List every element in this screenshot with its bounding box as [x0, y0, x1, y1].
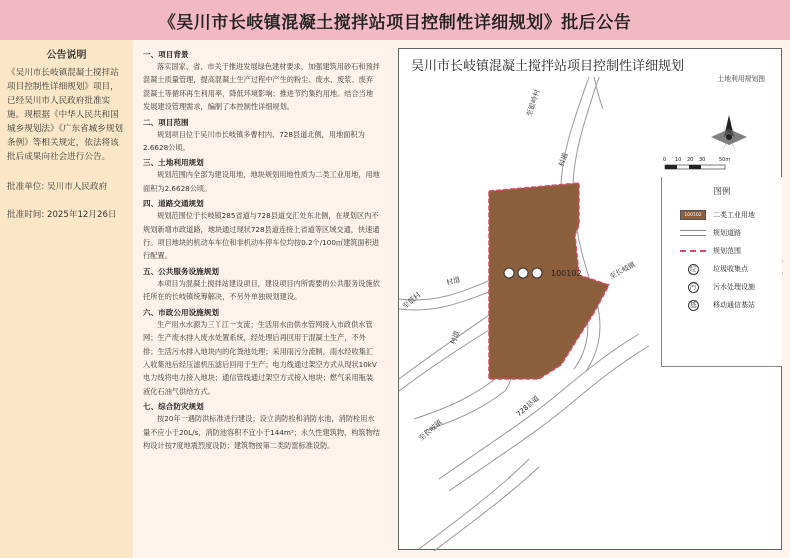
scale-tick: 20 [687, 157, 694, 163]
legend-item [679, 243, 782, 259]
section-title: 七、综合防灾规划 [143, 402, 204, 412]
north-arrow-icon [711, 115, 747, 153]
map-subtitle: 土地利用规划图 [717, 75, 765, 83]
approval-date: 批准时间: 2025年12月26日 [7, 210, 117, 220]
scale-tick: 50m [719, 157, 731, 163]
road-north-branch [594, 77, 603, 109]
section-body: 本项目为混凝土搅拌站建设项目，建设项目内所需要的公共服务设施依托所在的长岐镇统筹解决，不另外单独规划建设。 [143, 278, 380, 302]
telecom-station-icon [532, 268, 542, 278]
legend-label: 垃圾收集点 [713, 265, 748, 273]
boundary-swatch [680, 250, 706, 252]
land-use-map-panel [398, 48, 782, 550]
road-southwest-edge [399, 324, 499, 391]
industrial-land-swatch: 100102 [680, 210, 706, 220]
scale-bar [663, 157, 730, 169]
section-body: 规划范围位于长岐镇285省道与728县道交汇处东北侧，在规划区内不规划新增市政道路，地块通过现状728县道连接上省道等区域交通，快速通行。项目地块的机动车车位和非机动车停车位均按0.2个/100㎡建筑面积进行配置。 [143, 211, 380, 261]
road-south-edge [434, 467, 539, 551]
parcel-label: 100102 [551, 269, 582, 278]
road-label: 村道 [445, 275, 462, 287]
road-southwest [399, 311, 495, 379]
page-title: 《吴川市长岐镇混凝土搅拌站项目控制性详细规划》批后公告 [158, 12, 632, 33]
legend-label: 污水处理设施 [713, 283, 755, 291]
section-title: 三、土地利用规划 [143, 158, 204, 168]
legend-label: 二类工业用地 [713, 211, 755, 219]
legend-item [679, 297, 782, 313]
section-body: 规划项目位于吴川市长岐镇多曹村内、728县道北侧，用地面积为2.6628公顷。 [143, 129, 365, 153]
road-label: 至长岐镇 [608, 260, 637, 281]
section-title: 一、项目背景 [143, 50, 189, 59]
legend-label: 规划道路 [713, 229, 741, 237]
map-legend [661, 177, 782, 367]
sewage-facility-icon [518, 268, 528, 278]
plan-content-column [133, 40, 388, 558]
section-body: 规划范围内全部为建设用地，地块规划用地性质为二类工业用地，用地面积为2.6628公顷。 [143, 170, 380, 193]
section-body: 生产用水水源为三丫江一支流；生活用水由供水管网接入市政供水管网；生产废水排入废水处置系统，经处理后再回用于混凝土生产，不外排；生活污水排入地块内的化粪池处理；采用雨污分流制，雨水经收集汇入收集池后经压滤机压滤后回用于生产；电力线通过架空方式从现状10kV电力线将电力接入地块；通信管线通过架空方式接入地块；燃气采用瓶装液化石油气供给方式。 [143, 319, 377, 396]
map-title: 吴川市长岐镇混凝土搅拌站项目控制性详细规划 [411, 59, 685, 74]
road-south [419, 459, 529, 549]
legend-item [679, 279, 782, 295]
notice-heading: 公告说明 [46, 50, 87, 61]
road-label: 728县道 [514, 394, 541, 419]
section-body: 落实国家、省、市关于推进发展绿色建材要求，加强建筑用砂石和预拌混凝土质量管理，提高混凝土生产过程中产生的粉尘、废水、废浆、废弃混凝土等循环再生利用率，降低环境影响；推进节约集约用地。结合当地发展建设管理需求，编制了本控制性详细规划。 [143, 62, 380, 112]
approval-unit: 批准单位: 吴川市人民政府 [7, 182, 108, 192]
sewage-facility-icon: 污 [689, 282, 697, 291]
road-label: 至长岐镇 [417, 418, 444, 443]
notice-column [0, 40, 133, 558]
legend-item [679, 261, 782, 277]
telecom-station-icon: 基 [689, 300, 697, 309]
section-title: 四、道路交通规划 [143, 199, 204, 209]
scale-tick: 0 [663, 157, 667, 163]
facility-icons [504, 268, 542, 278]
legend-title: 图例 [713, 187, 731, 197]
road-label: 至低村 [401, 290, 423, 311]
section-title: 五、公共服务设施规划 [143, 266, 219, 276]
title-bar [0, 0, 790, 40]
legend-label: 规划范围 [713, 247, 741, 255]
legend-item [679, 225, 782, 241]
section-title: 六、市政公用设施规划 [143, 307, 219, 317]
legend-label: 移动通信基站 [713, 301, 755, 309]
section-title: 二、项目范围 [143, 117, 189, 127]
garbage-point-icon [504, 268, 514, 278]
scale-tick: 30 [699, 157, 706, 163]
road-label: 村道 [449, 329, 462, 346]
garbage-point-icon: 垃 [689, 264, 697, 273]
section-body: 按20年一遇防洪标准进行建设；设立消防栓和消防水池，消防栓用水量不应小于20L/s，消防池容积不宜小于144m³；永久性建筑物、构筑物结构设计按7度地震烈度设防；建筑物按第二类防雷标准设防。 [143, 414, 380, 450]
notice-body: 《吴川市长岐镇混凝土搅拌站项目控制性详细规划》项目，已经吴川市人民政府批准实施。现根据《中华人民共和国城乡规划法》《广东省城乡规划条例》等相关规定，依法将该批后成果向社会进行公告。 [7, 68, 124, 162]
road-swatch [680, 230, 706, 236]
parcel-industrial [489, 183, 609, 379]
legend-item [679, 207, 782, 223]
road-label: 村道 [557, 151, 570, 168]
scale-tick: 10 [675, 157, 682, 163]
road-label: 至银岭村 [525, 88, 542, 118]
